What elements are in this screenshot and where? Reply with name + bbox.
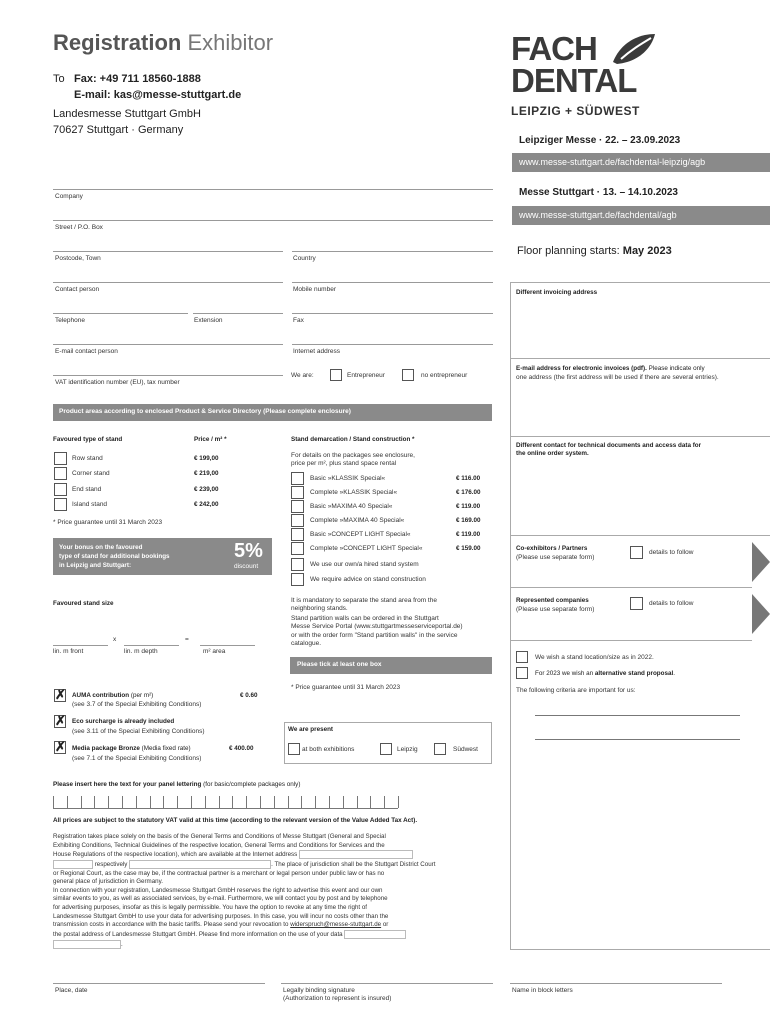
coexhibitors-follow: details to follow	[649, 549, 694, 556]
partition-note-4: Messe Service Portal (www.stuttgartmesseserviceportal.de)	[291, 623, 463, 630]
lettering-cell-divider	[219, 796, 220, 808]
partition-note-1: It is mandatory to separate the stand area from the	[291, 597, 437, 604]
package-price-3: € 119.00	[456, 503, 481, 510]
lettering-cell-divider	[205, 796, 206, 808]
url-stuttgart[interactable]: www.messe-stuttgart.de/fachdental/agb	[519, 210, 677, 220]
row-stand-price: € 199,00	[194, 455, 219, 462]
lettering-cell-divider	[343, 796, 344, 808]
both-label: at both exhibitions	[302, 746, 355, 753]
lettering-cell-divider	[384, 796, 385, 808]
telephone-line	[53, 313, 188, 314]
internet-line	[292, 344, 493, 345]
lettering-cell-divider	[288, 796, 289, 808]
partition-note-3: Stand partition walls can be ordered in the Stuttgart	[291, 615, 439, 622]
corner-stand-price: € 219,00	[194, 470, 219, 477]
event-leipzig: Leipziger Messe · 22. – 23.09.2023	[519, 135, 681, 146]
legal-p2-l5b: or	[382, 921, 389, 929]
fax-number: Fax: +49 711 18560-1888	[74, 73, 201, 85]
vat-line	[53, 375, 283, 376]
floor-value: May 2023	[622, 245, 672, 257]
vat-label: VAT identification number (EU), tax number	[55, 379, 180, 386]
depth-label: lin. m depth	[124, 648, 158, 655]
url-field-1[interactable]	[299, 850, 413, 859]
name-label: Name in block letters	[512, 987, 573, 994]
postcode-line	[53, 251, 283, 252]
criteria-line-1	[535, 715, 740, 716]
to-label: To	[53, 73, 65, 85]
lettering-cell-divider	[260, 796, 261, 808]
media-rest: (Media fixed rate)	[141, 745, 191, 752]
media-title	[72, 745, 191, 752]
wish-2022-label: We wish a stand location/size as in 2022.	[535, 654, 654, 661]
end-stand-label: End stand	[72, 486, 102, 493]
represented-arrow-icon	[752, 594, 770, 634]
street-line	[53, 220, 493, 221]
product-areas-text: Product areas according to enclosed Product & Service Directory (Please complete enclosure)	[59, 408, 351, 415]
signature-label-2: (Authorization to represent is insured)	[283, 995, 392, 1002]
bonus-line-2: type of stand for additional bookings	[59, 553, 170, 560]
partition-note-2: neighboring stands.	[291, 605, 348, 612]
url-field-3[interactable]	[129, 860, 271, 869]
media-price: € 400.00	[229, 745, 254, 752]
bonus-line-1: Your bonus on the favoured	[59, 544, 143, 551]
alternative-label	[535, 670, 675, 677]
lettering-rest: (for basic/complete packages only)	[203, 781, 301, 788]
auma-rest: (per m²)	[130, 692, 154, 699]
bonus-percent: 5%	[234, 540, 263, 562]
legal-p2-l7: .	[121, 940, 123, 948]
island-stand-checkbox[interactable]	[54, 498, 67, 511]
right-panel	[510, 282, 770, 950]
leipzig-checkbox[interactable]	[380, 743, 392, 755]
extension-line	[193, 313, 283, 314]
vat-note: All prices are subject to the statutory VAT valid at this time (according to the relevant version of the Value Added Tax Act).	[53, 817, 418, 824]
own-system-checkbox[interactable]	[291, 558, 304, 571]
package-checkbox-1[interactable]	[291, 472, 304, 485]
alternative-bold: alternative stand proposal	[594, 670, 674, 677]
suedwest-checkbox[interactable]	[434, 743, 446, 755]
partition-note-5: or with the order form "Stand partition walls" in the service	[291, 632, 458, 639]
lettering-bold: Please insert here the text for your panel lettering	[53, 781, 202, 788]
legal-p1-l4b: . The place of jurisdiction shall be the Stuttgart District Court	[271, 861, 436, 869]
lettering-cell-divider	[94, 796, 95, 808]
lettering-cell-divider	[315, 796, 316, 808]
place-date-label: Place, date	[55, 987, 88, 994]
divider-3	[510, 535, 770, 536]
media-sub: (see 7.1 of the Special Exhibiting Conditions)	[72, 755, 202, 762]
package-label-1: Basic »KLASSIK Special«	[310, 475, 386, 482]
bonus-discount: discount	[234, 563, 259, 570]
eco-sub: (see 3.11 of the Special Exhibiting Conditions)	[72, 728, 205, 735]
advice-label: We require advice on stand construction	[310, 576, 426, 583]
package-label-3: Basic »MAXIMA 40 Special«	[310, 503, 393, 510]
no-entrepreneur-checkbox[interactable]	[402, 369, 414, 381]
internet-label: Internet address	[293, 348, 340, 355]
both-checkbox[interactable]	[288, 743, 300, 755]
represented-sub: (Please use separate form)	[516, 606, 595, 613]
legal-p1-l4-row	[53, 860, 493, 870]
lettering-cell-divider	[136, 796, 137, 808]
suedwest-label: Südwest	[453, 746, 478, 753]
package-checkbox-6[interactable]	[291, 542, 304, 555]
legal-p2-l6: the postal address of Landesmesse Stuttgart GmbH. Please find more information on the use of your data	[53, 930, 343, 938]
no-entrepreneur-label: no entrepreneur	[421, 372, 468, 379]
alternative-suffix: .	[673, 670, 675, 677]
legal-p1-l3: House Regulations of the respective location), which are available at the Internet address	[53, 851, 298, 859]
front-label: lin. m front	[53, 648, 84, 655]
partition-note-6: catalogue.	[291, 640, 321, 647]
auma-price: € 0.60	[240, 692, 258, 699]
area-label: m² area	[203, 648, 226, 655]
package-price-6: € 159.00	[456, 545, 481, 552]
depth-line	[124, 645, 179, 646]
email-line	[53, 344, 283, 345]
package-label-2: Complete »KLASSIK Special«	[310, 489, 398, 496]
url-bar-leipzig	[512, 153, 770, 172]
logo-subtitle: LEIPZIG + SÜDWEST	[511, 104, 640, 118]
url-field-2[interactable]	[53, 860, 93, 869]
place-date-line	[53, 983, 265, 984]
lettering-cell-divider	[122, 796, 123, 808]
country-label: Country	[293, 255, 316, 262]
street-label: Street / P.O. Box	[55, 224, 103, 231]
legal-p1-l3-row	[53, 850, 493, 860]
legal-p2-l3: for advertising purposes, insofar as this is legally permissible. You have the option to revoke at any time the right of	[53, 904, 368, 912]
price-heading: Price / m² *	[194, 436, 227, 443]
legal-p1-l2: Exhibiting Conditions, Technical Guidelines of the respective location, General Terms and Conditions for Services and the	[53, 841, 385, 849]
package-label-4: Complete »MAXIMA 40 Special«	[310, 517, 405, 524]
email-contact-label: E-mail contact person	[55, 348, 118, 355]
package-checkbox-3[interactable]	[291, 500, 304, 513]
divider-5	[510, 640, 752, 641]
leipzig-label: Leipzig	[397, 746, 418, 753]
corner-stand-checkbox[interactable]	[54, 467, 67, 480]
auma-sub: (see 3.7 of the Special Exhibiting Conditions)	[72, 701, 202, 708]
alternative-checkbox[interactable]	[516, 667, 528, 679]
floor-label: Floor planning starts:	[517, 245, 620, 257]
tick-box-text: Please tick at least one box	[297, 661, 382, 668]
alternative-prefix: For 2023 we wish an	[535, 670, 594, 677]
criteria-label: The following criteria are important for us:	[516, 687, 636, 694]
auma-title	[72, 692, 153, 699]
row-stand-label: Row stand	[72, 455, 103, 462]
einvoice-rest: Please indicate only	[648, 365, 705, 372]
title-light: Exhibitor	[187, 30, 274, 55]
country-line	[292, 251, 493, 252]
lettering-cell-divider	[301, 796, 302, 808]
extension-label: Extension	[194, 317, 223, 324]
logo-line-1: FACH	[511, 30, 597, 67]
represented-follow: details to follow	[649, 600, 694, 607]
lettering-cell-divider	[163, 796, 164, 808]
company-label: Company	[55, 193, 83, 200]
bonus-box	[53, 538, 272, 575]
stand-size-heading: Favoured stand size	[53, 600, 114, 607]
lettering-label	[53, 781, 300, 788]
postcode-label: Postcode, Town	[55, 255, 101, 262]
package-price-4: € 169.00	[456, 517, 481, 524]
we-are-label: We are:	[291, 372, 314, 379]
lettering-cell-divider	[357, 796, 358, 808]
legal-p2-l6-row	[53, 930, 493, 940]
package-label-6: Complete »CONCEPT LIGHT Special«	[310, 545, 423, 552]
lettering-cell-divider	[274, 796, 275, 808]
row-stand-checkbox[interactable]	[54, 452, 67, 465]
page-title	[53, 30, 273, 56]
revocation-email-link[interactable]: widerspruch@messe-stuttgart.de	[290, 921, 382, 929]
divider-1	[510, 358, 770, 359]
floor-planning	[517, 245, 672, 257]
tech-contact-1: Different contact for technical documents and access data for	[516, 442, 702, 449]
einvoice-bold: E-mail address for electronic invoices (pdf).	[516, 365, 647, 372]
island-stand-price: € 242,00	[194, 501, 219, 508]
signature-label-1: Legally binding signature	[283, 987, 355, 994]
package-price-1: € 116.00	[456, 475, 481, 482]
auma-checkbox-checked[interactable]: ✗	[55, 687, 66, 702]
contact-label: Contact person	[55, 286, 100, 293]
fax-label: Fax	[293, 317, 304, 324]
legal-p2-l1: In connection with your registration, Landesmesse Stuttgart GmbH reserves the right to advertise this event and our own	[53, 886, 383, 894]
lettering-cell-divider	[398, 796, 399, 808]
einvoice-line-2: one address (the first address will be used if there are several entries).	[516, 374, 719, 381]
mobile-line	[292, 282, 493, 283]
coexhibitors-sub: (Please use separate form)	[516, 554, 595, 561]
advice-checkbox[interactable]	[291, 573, 304, 586]
fachdental-logo	[511, 32, 671, 122]
url-field-4[interactable]	[344, 930, 406, 939]
url-bar-stuttgart	[512, 206, 770, 225]
legal-p1-l6: general place of jurisdiction in Germany.	[53, 878, 163, 886]
front-line	[53, 645, 108, 646]
einvoice-label	[516, 365, 705, 372]
legal-p1-l5: or Regional Court, as the case may be, if the contractual partner is a merchant or legal person under public law or has no	[53, 869, 385, 877]
logo-line-2: DENTAL	[511, 62, 637, 99]
signature-line	[281, 983, 493, 984]
lettering-cell-divider	[81, 796, 82, 808]
present-heading: We are present	[288, 726, 334, 733]
legal-p2-l5-row	[53, 921, 493, 930]
lettering-cell-divider	[329, 796, 330, 808]
stand-price-guarantee: * Price guarantee until 31 March 2023	[53, 519, 163, 526]
lettering-cell-divider	[67, 796, 68, 808]
divider-2	[510, 436, 770, 437]
url-field-5[interactable]	[53, 940, 121, 949]
lettering-cell-divider	[53, 796, 54, 808]
tech-contact-2: the online order system.	[516, 450, 589, 457]
area-line	[200, 645, 255, 646]
fax-line	[292, 313, 493, 314]
legal-p1-l4a: respectively	[94, 861, 128, 869]
package-checkbox-2[interactable]	[291, 486, 304, 499]
url-leipzig[interactable]: www.messe-stuttgart.de/fachdental-leipzig/agb	[519, 157, 706, 167]
divider-4	[510, 587, 752, 588]
demarcation-intro-1: For details on the packages see enclosure,	[291, 452, 415, 459]
eco-checkbox-checked[interactable]: ✗	[55, 713, 66, 728]
product-areas-bar	[53, 404, 492, 421]
media-bold: Media package Bronze	[72, 745, 140, 752]
demarcation-intro-2: price per m², plus stand space rental	[291, 460, 397, 467]
lettering-cell-divider	[370, 796, 371, 808]
invoicing-input[interactable]	[511, 300, 769, 358]
own-system-label: We use our own/a hired stand system	[310, 561, 419, 568]
corner-stand-label: Corner stand	[72, 470, 110, 477]
address-line-1: Landesmesse Stuttgart GmbH	[53, 108, 201, 120]
title-bold: Registration	[53, 30, 182, 55]
times-sign: x	[113, 636, 117, 643]
package-checkbox-5[interactable]	[291, 528, 304, 541]
represented-checkbox[interactable]	[630, 597, 643, 610]
equals-sign: =	[185, 636, 189, 643]
criteria-line-2	[535, 739, 740, 740]
leaf-icon	[611, 32, 657, 66]
package-checkbox-4[interactable]	[291, 514, 304, 527]
eco-title: Eco surcharge is already included	[72, 718, 175, 725]
coexhibitors-arrow-icon	[752, 542, 770, 582]
lettering-cell-divider	[150, 796, 151, 808]
lettering-cell-divider	[177, 796, 178, 808]
invoicing-label: Different invoicing address	[516, 289, 598, 296]
legal-p2-l2: similar events to you, as well as associated services, by e-mail. Furthermore, we will contact you by post and by telephone	[53, 895, 388, 903]
entrepreneur-checkbox[interactable]	[330, 369, 342, 381]
legal-p2-l7-row	[53, 940, 493, 950]
lettering-cells	[53, 794, 398, 808]
event-stuttgart: Messe Stuttgart · 13. – 14.10.2023	[519, 187, 678, 198]
wish-2022-checkbox[interactable]	[516, 651, 528, 663]
lettering-cell-divider	[246, 796, 247, 808]
represented-label: Represented companies	[516, 597, 589, 604]
bonus-line-3: in Leipzig and Stuttgart:	[59, 562, 132, 569]
company-line	[53, 189, 493, 190]
contact-line	[53, 282, 283, 283]
legal-p1-l1: Registration takes place solely on the basis of the General Terms and Conditions of Messe Stuttgart (General and Special	[53, 833, 386, 840]
auma-bold: AUMA contribution	[72, 692, 130, 699]
lettering-cell-divider	[232, 796, 233, 808]
legal-text	[53, 833, 493, 949]
media-checkbox-checked[interactable]: ✗	[55, 739, 66, 754]
telephone-label: Telephone	[55, 317, 85, 324]
demarcation-heading: Stand demarcation / Stand construction *	[291, 436, 415, 443]
lettering-cell-divider	[108, 796, 109, 808]
coexhibitors-checkbox[interactable]	[630, 546, 643, 559]
package-price-2: € 176.00	[456, 489, 481, 496]
entrepreneur-label: Entrepreneur	[347, 372, 385, 379]
tick-box-bar	[290, 657, 492, 674]
email-address: E-mail: kas@messe-stuttgart.de	[74, 89, 242, 101]
lettering-cell-divider	[191, 796, 192, 808]
island-stand-label: Island stand	[72, 501, 108, 508]
stand-type-heading: Favoured type of stand	[53, 436, 123, 443]
name-line	[510, 983, 722, 984]
legal-p2-l4: Landesmesse Stuttgart GmbH to use your data for advertising purposes. In this case, you will incur no costs other than the	[53, 912, 389, 920]
package-price-5: € 119.00	[456, 531, 481, 538]
package-label-5: Basic »CONCEPT LIGHT Special«	[310, 531, 411, 538]
end-stand-price: € 239,00	[194, 486, 219, 493]
demarcation-guarantee: * Price guarantee until 31 March 2023	[291, 684, 401, 691]
end-stand-checkbox[interactable]	[54, 483, 67, 496]
legal-p2-l5a: transmission costs in accordance with the basic tariffs. Please send your revocation to	[53, 921, 289, 929]
address-line-2: 70627 Stuttgart · Germany	[53, 124, 184, 136]
coexhibitors-label: Co-exhibitors / Partners	[516, 545, 588, 552]
mobile-label: Mobile number	[293, 286, 336, 293]
